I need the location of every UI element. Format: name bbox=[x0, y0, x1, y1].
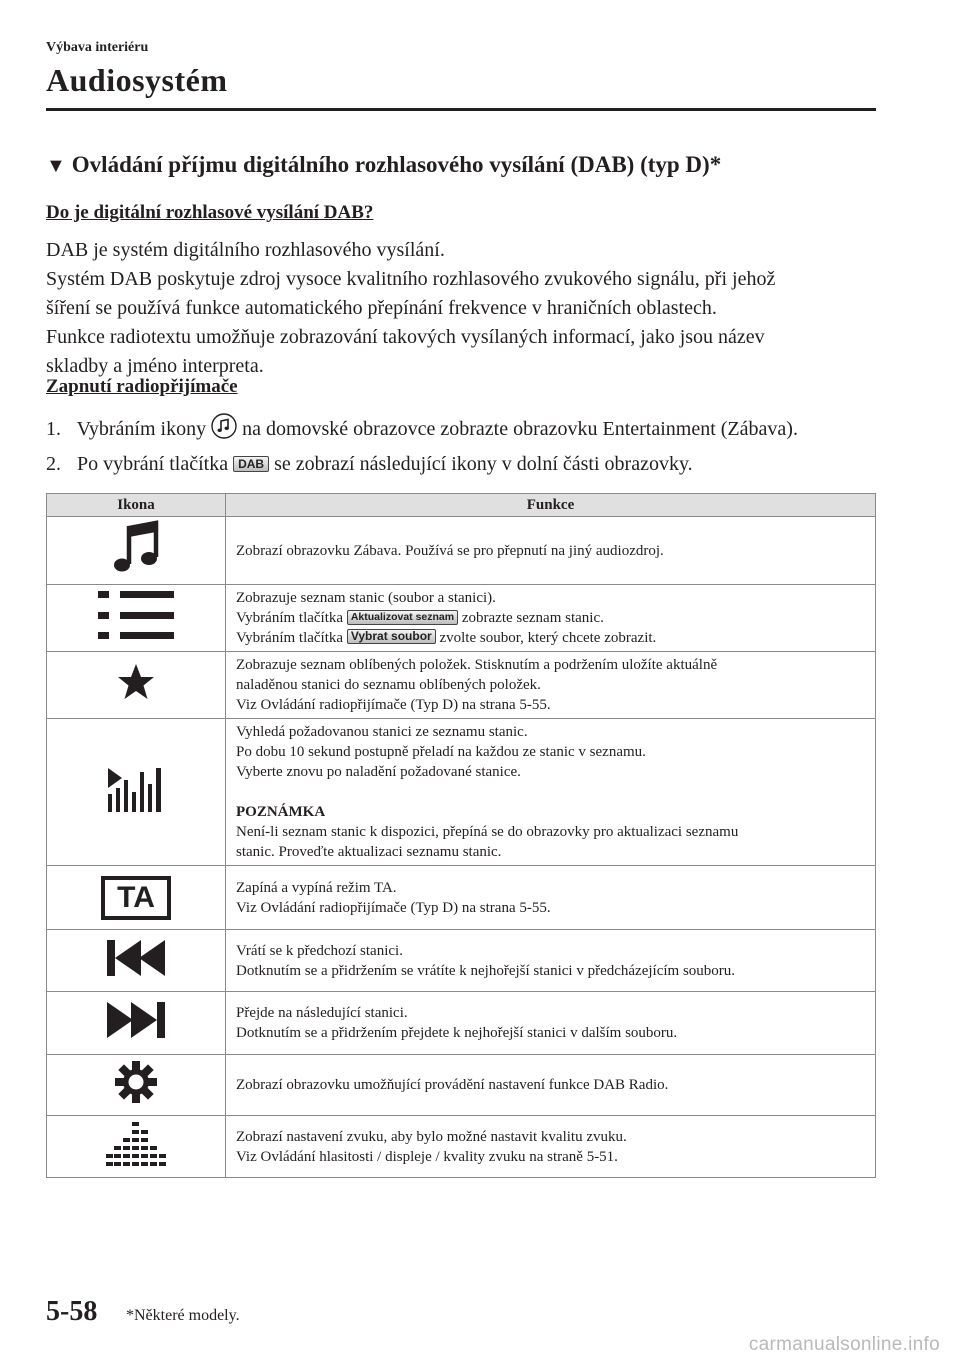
description-line: Po dobu 10 sekund postupně přeladí na každou ze stanic v seznamu. bbox=[236, 744, 646, 760]
select-ensemble-button[interactable]: Vybrat soubor bbox=[347, 629, 436, 644]
description-line: Dotknutím se a přidržením přejdete k nejhořejší stanici v dalším souboru. bbox=[236, 1025, 678, 1041]
description-line: Vyhledá požadovanou stanici ze seznamu stanic. bbox=[236, 724, 528, 740]
star-icon[interactable] bbox=[47, 652, 226, 719]
skip-back-icon[interactable] bbox=[47, 930, 226, 992]
description-line: Zapíná a vypíná režim TA. bbox=[236, 879, 397, 896]
update-list-button[interactable]: Aktualizovat seznam bbox=[347, 610, 458, 625]
column-header-icon: Ikona bbox=[47, 494, 226, 517]
description-line: Viz Ovládání radiopřijímače (Typ D) na strana 5-55. bbox=[236, 899, 551, 916]
description-line: Vrátí se k předchozí stanici. bbox=[236, 942, 403, 959]
description-line: Zobrazuje seznam oblíbených položek. Stisknutím a podržením uložíte aktuálně bbox=[236, 657, 718, 673]
section-heading-text: Ovládání příjmu digitálního rozhlasového vysílání (DAB) (typ D)* bbox=[71, 152, 722, 177]
row-description bbox=[226, 866, 876, 930]
footnote: *Některé modely. bbox=[126, 1307, 240, 1324]
music-note-icon[interactable] bbox=[47, 517, 226, 585]
description-line: Viz Ovládání radiopřijímače (Typ D) na strana 5-55. bbox=[236, 697, 551, 713]
subheading-what-is-dab: Do je digitální rozhlasové vysílání DAB? bbox=[46, 202, 374, 223]
step-number: 2. bbox=[46, 453, 61, 475]
section-label: Výbava interiéru bbox=[46, 40, 149, 55]
paragraph-line: DAB je systém digitálního rozhlasového vysílání. bbox=[46, 239, 445, 261]
description-line: Zobrazuje seznam stanic (soubor a stanici). bbox=[236, 590, 496, 606]
note-line: Není-li seznam stanic k dispozici, přepíná se do obrazovky pro aktualizaci seznamu bbox=[236, 824, 739, 840]
table-row bbox=[47, 992, 876, 1055]
description-line: Vyberte znovu po naladění požadované stanice. bbox=[236, 764, 521, 780]
paragraph-line: Funkce radiotextu umožňuje zobrazování takových vysílaných informací, jako jsou název bbox=[46, 326, 765, 348]
intro-paragraph bbox=[46, 236, 886, 381]
subheading-radio-on: Zapnutí radiopřijímače bbox=[46, 376, 238, 397]
step-text: na domovské obrazovce zobrazte obrazovku Entertainment (Zábava). bbox=[242, 418, 798, 440]
watermark: carmanualsonline.info bbox=[748, 1334, 940, 1355]
table-row bbox=[47, 930, 876, 992]
gear-icon[interactable] bbox=[47, 1055, 226, 1116]
page-title: Audiosystém bbox=[46, 62, 228, 98]
section-heading bbox=[46, 152, 721, 178]
table-row bbox=[47, 719, 876, 866]
paragraph-line: šíření se používá funkce automatického přepínání frekvence v hraničních oblastech. bbox=[46, 297, 717, 319]
skip-forward-icon[interactable] bbox=[47, 992, 226, 1055]
table-row bbox=[47, 517, 876, 585]
description-line: Zobrazí obrazovku Zábava. Používá se pro přepnutí na jiný audiozdroj. bbox=[236, 542, 664, 559]
dab-button[interactable]: DAB bbox=[233, 456, 269, 472]
header-divider bbox=[46, 108, 876, 111]
list-icon[interactable] bbox=[47, 585, 226, 652]
column-header-function: Funkce bbox=[226, 494, 876, 517]
row-description bbox=[226, 652, 876, 719]
description-line: Přejde na následující stanici. bbox=[236, 1005, 408, 1021]
table-row bbox=[47, 1116, 876, 1178]
row-description bbox=[226, 719, 876, 866]
music-note-icon bbox=[211, 413, 237, 446]
description-text: zobrazte seznam stanic. bbox=[461, 610, 604, 626]
row-description bbox=[226, 1055, 876, 1116]
triangle-down-icon: ▼ bbox=[46, 155, 66, 177]
table-row bbox=[47, 652, 876, 719]
description-line bbox=[236, 608, 865, 628]
step-2 bbox=[46, 451, 693, 477]
spacer bbox=[236, 782, 865, 802]
step-text: Po vybrání tlačítka bbox=[77, 453, 229, 475]
scan-icon[interactable] bbox=[47, 719, 226, 866]
note-title: POZNÁMKA bbox=[236, 804, 326, 820]
row-description bbox=[226, 1116, 876, 1178]
description-line: naladěnou stanici do seznamu oblíbených položek. bbox=[236, 677, 541, 693]
row-description bbox=[226, 585, 876, 652]
page-number: 5-58 bbox=[46, 1296, 98, 1327]
description-text: zvolte soubor, který chcete zobrazit. bbox=[439, 630, 657, 646]
table-row bbox=[47, 585, 876, 652]
row-description bbox=[226, 992, 876, 1055]
equalizer-icon[interactable] bbox=[47, 1116, 226, 1178]
description-line: Zobrazí nastavení zvuku, aby bylo možné nastavit kvalitu zvuku. bbox=[236, 1128, 627, 1145]
ta-label: TA bbox=[101, 876, 171, 920]
step-text: Vybráním ikony bbox=[76, 418, 207, 440]
note-line: stanic. Proveďte aktualizaci seznamu stanic. bbox=[236, 844, 502, 860]
description-text: Vybráním tlačítka bbox=[236, 630, 344, 646]
ta-icon[interactable] bbox=[47, 866, 226, 930]
description-text: Vybráním tlačítka bbox=[236, 610, 344, 626]
description-line bbox=[236, 628, 865, 648]
step-text: se zobrazí následující ikony v dolní části obrazovky. bbox=[274, 453, 693, 475]
description-line: Viz Ovládání hlasitosti / displeje / kvality zvuku na straně 5-51. bbox=[236, 1148, 618, 1165]
table-row bbox=[47, 1055, 876, 1116]
table-header-row bbox=[47, 494, 876, 517]
table-row bbox=[47, 866, 876, 930]
step-1 bbox=[46, 413, 798, 446]
step-number: 1. bbox=[46, 418, 61, 440]
paragraph-line: Systém DAB poskytuje zdroj vysoce kvalitního rozhlasového zvukového signálu, při jehož bbox=[46, 268, 776, 290]
description-line: Dotknutím se a přidržením se vrátíte k nejhořejší stanici v předcházejícím souboru. bbox=[236, 962, 736, 979]
row-description bbox=[226, 930, 876, 992]
description-line: Zobrazí obrazovku umožňující provádění nastavení funkce DAB Radio. bbox=[236, 1077, 669, 1093]
icon-function-table bbox=[46, 493, 876, 1178]
row-description bbox=[226, 517, 876, 585]
paragraph-line: skladby a jméno interpreta. bbox=[46, 355, 264, 377]
